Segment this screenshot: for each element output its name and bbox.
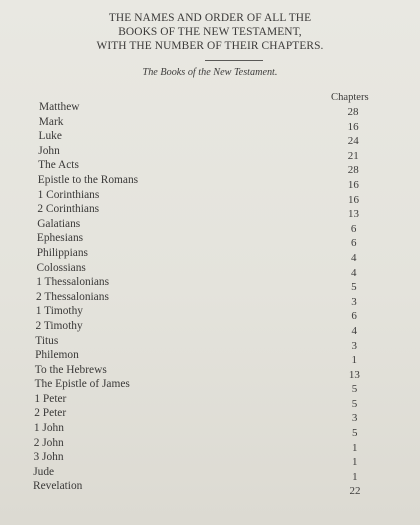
book-name: Revelation xyxy=(33,480,83,493)
book-name: 1 Corinthians xyxy=(37,188,100,201)
chapter-count: 5 xyxy=(351,427,358,440)
chapter-count: 1 xyxy=(352,470,358,483)
list-item xyxy=(0,189,420,204)
list-item xyxy=(0,335,420,350)
book-name: John xyxy=(38,144,60,157)
title-line-3: WITH THE NUMBER OF THEIR CHAPTERS. xyxy=(96,40,324,53)
chapter-count: 16 xyxy=(348,193,359,206)
list-item xyxy=(0,276,420,294)
book-name: Philemon xyxy=(35,349,79,362)
title-line-2: BOOKS OF THE NEW TESTAMENT, xyxy=(118,26,302,39)
chapter-count: 1 xyxy=(352,441,358,454)
list-item xyxy=(0,393,420,408)
book-name: The Epistle of James xyxy=(34,378,130,391)
book-name: Luke xyxy=(38,130,62,143)
book-name: Titus xyxy=(35,334,59,347)
chapter-count: 4 xyxy=(351,324,357,337)
chapter-count: 16 xyxy=(347,120,359,133)
list-item xyxy=(0,145,420,160)
book-name: 2 Timothy xyxy=(35,319,83,332)
chapter-count: 1 xyxy=(351,354,358,367)
book-name: Philippians xyxy=(36,246,88,259)
book-name: Matthew xyxy=(39,101,80,113)
book-name: To the Hebrews xyxy=(34,363,107,376)
book-name: 2 Corinthians xyxy=(37,203,100,216)
chapter-count: 6 xyxy=(350,237,357,250)
book-name: 2 Thessalonians xyxy=(36,290,109,303)
list-item xyxy=(0,305,420,323)
chapter-count: 4 xyxy=(351,266,357,279)
book-name: 1 Timothy xyxy=(35,305,83,318)
chapter-count: 13 xyxy=(348,368,360,381)
book-name: Jude xyxy=(33,465,55,478)
chapter-count: 16 xyxy=(347,178,359,191)
list-item xyxy=(0,101,420,116)
chapter-count: 22 xyxy=(349,485,361,498)
chapter-count: 3 xyxy=(351,412,358,425)
list-item xyxy=(0,378,420,396)
chapter-count: 3 xyxy=(351,339,357,352)
list-item xyxy=(0,320,420,335)
chapter-count: 13 xyxy=(348,208,359,221)
list-item xyxy=(0,262,420,277)
book-name: 2 Peter xyxy=(34,407,67,420)
list-item xyxy=(0,232,420,250)
list-item xyxy=(0,218,420,233)
title-line-1: THE NAMES AND ORDER OF ALL THE xyxy=(108,12,312,24)
chapter-count: 3 xyxy=(351,295,357,308)
list-item xyxy=(0,174,420,189)
book-name: The Acts xyxy=(38,159,79,172)
chapter-count: 1 xyxy=(352,456,358,469)
chapter-count: 24 xyxy=(347,135,359,148)
chapter-count: 6 xyxy=(350,222,357,235)
book-name: 1 Peter xyxy=(34,392,67,405)
book-name: Epistle to the Romans xyxy=(37,173,139,186)
book-name: 1 Thessalonians xyxy=(36,276,110,289)
list-item xyxy=(0,407,420,425)
book-name: 1 John xyxy=(33,422,64,435)
list-item xyxy=(0,203,420,221)
chapter-count: 5 xyxy=(351,383,358,396)
list-item xyxy=(0,422,420,440)
chapter-count: 28 xyxy=(347,164,359,177)
books-list xyxy=(0,101,420,498)
book-name: 3 John xyxy=(33,451,64,464)
chapter-count: 6 xyxy=(351,310,357,323)
list-item xyxy=(0,159,420,177)
list-item xyxy=(0,466,420,481)
chapter-count: 28 xyxy=(347,106,359,118)
section-subtitle: The Books of the New Testament. xyxy=(142,67,278,78)
book-name: Mark xyxy=(38,115,64,128)
list-item xyxy=(0,349,420,367)
list-item xyxy=(0,291,420,306)
book-name: Colossians xyxy=(36,261,86,274)
chapter-count: 5 xyxy=(351,397,358,410)
book-name: Ephesians xyxy=(36,232,84,245)
list-item xyxy=(0,451,420,469)
list-item xyxy=(0,130,420,148)
book-name: Galatians xyxy=(37,217,81,230)
chapters-column-header: Chapters xyxy=(331,92,369,103)
list-item xyxy=(0,437,420,452)
list-item xyxy=(0,247,420,262)
list-item xyxy=(0,364,420,379)
chapter-count: 4 xyxy=(351,251,357,264)
chapter-count: 21 xyxy=(347,149,359,162)
list-item xyxy=(0,116,420,131)
book-name: 2 John xyxy=(33,436,64,449)
list-item xyxy=(0,480,420,498)
page-title xyxy=(0,11,420,54)
title-divider xyxy=(205,60,263,61)
chapter-count: 5 xyxy=(351,281,357,294)
